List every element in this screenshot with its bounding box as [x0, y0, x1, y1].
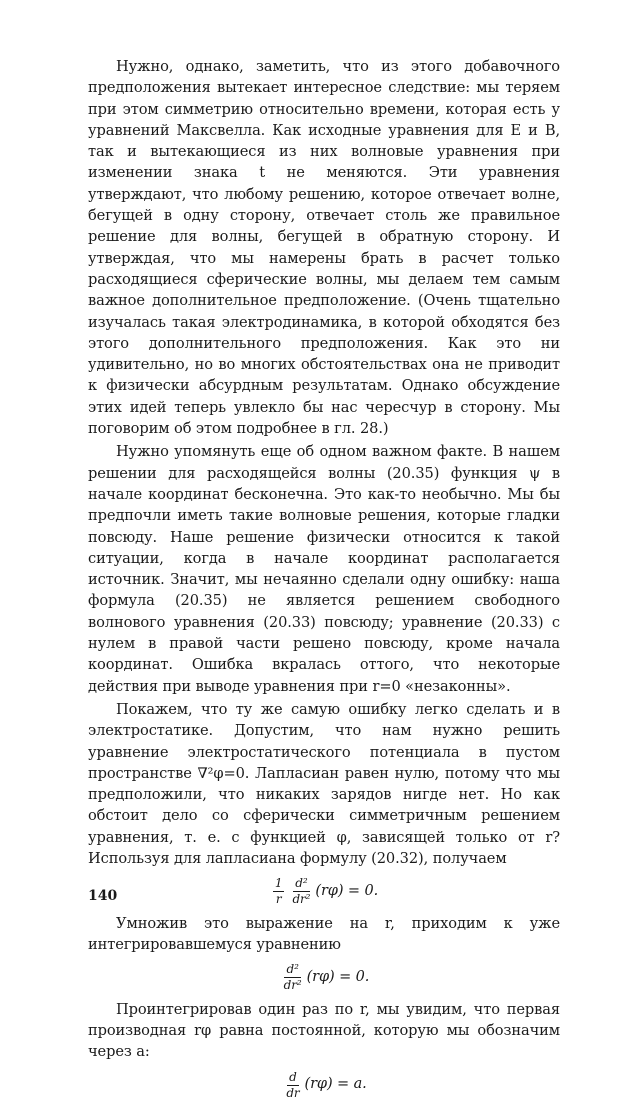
fraction-coefficient: $\frac{1}{r}$ [274, 876, 283, 907]
fraction-first-derivative: $\frac{d}{dr}$ [286, 1069, 300, 1100]
paragraph-origin-singularity: Нужно упомянуть еще об одном важном факте. В нашем решении для расходящейся волны (20.35) функция ψ в начале координат бесконечна. Это как-то необычно. Мы бы предпочли иметь такие волновые решения, которые гладки повсюду. Наше решение физически относится к такой ситуации, когда в начале координат располагается источник. Значит, мы нечаянно сделали одну ошибку: наша формула (20.35) не является решением свободного волнового уравнения (20.33) повсюду; уравнение (20.33) с нулем в правой части решено повсюду, кроме начала координат. Ошибка вкралась оттого, что некоторые действия при выводе уравнения при r=0 «незаконны». [88, 443, 560, 695]
body-text [88, 56, 560, 1106]
formula-second-derivative [88, 963, 560, 992]
formula-body: (rφ) = 0. [306, 968, 370, 985]
formula-first-derivative [88, 1071, 560, 1100]
paragraph-integrate: Проинтегрировав один раз по r, мы увидим, что первая производная rφ равна постоянной, которую мы обозначим через a: [88, 1000, 560, 1061]
fraction-second-derivative: $\frac{\text{d²}}{\text{dr²}}$ [292, 876, 311, 907]
formula-body: (rφ) = 0. [315, 883, 379, 899]
paragraph-electrostatics: Покажем, что ту же самую ошибку легко сделать и в электростатике. Допустим, что нам нужно решить уравнение электростатического потенциала в пустом пространстве ∇²φ=0. Лапласиан равен нулю, потому что мы предположили, что никаких зарядов нигде нет. Но как обстоит дело со сферически симметричным решением уравнения, т. е. с функцией φ, зависящей только от r? Используя для лапласиана формулу (20.32), получаем [88, 700, 560, 867]
formula-laplacian-radial [88, 877, 560, 906]
paragraph-multiply: Умножив это выражение на r, приходим к уже интегрировавшемуся уравнению [88, 914, 560, 953]
fraction-second-derivative: $\frac{\text{d²}}{\text{dr²}}$ [283, 962, 302, 993]
page-number: 140 [88, 888, 118, 904]
formula-body: (rφ) = a. [304, 1076, 367, 1093]
paragraph-time-symmetry: Нужно, однако, заметить, что из этого добавочного предположения вытекает интересное следствие: мы теряем при этом симметрию относительно времени, которая есть у уравнений Максвелла. Как исходные уравнения для E и B, так и вытекающиеся из них волновые уравнения при изменении знака t не меняются. Эти уравнения утверждают, что любому решению, которое отвечает волне, бегущей в одну сторону, отвечает столь же правильное решение для волны, бегущей в обратную сторону. И утверждая, что мы намерены брать в расчет только расходящиеся сферические волны, мы делаем тем самым важное дополнительное предположение. (Очень тщательно изучалась такая электродинамика, в которой обходятся без этого дополнительного предположения. Как это ни удивительно, но во многих обстоятельствах она не приводит к физически абсурдным результатам. Однако обсуждение этих идей теперь увлекло бы нас чересчур в сторону. Мы поговорим об этом подробнее в гл. 28.) [88, 58, 560, 438]
